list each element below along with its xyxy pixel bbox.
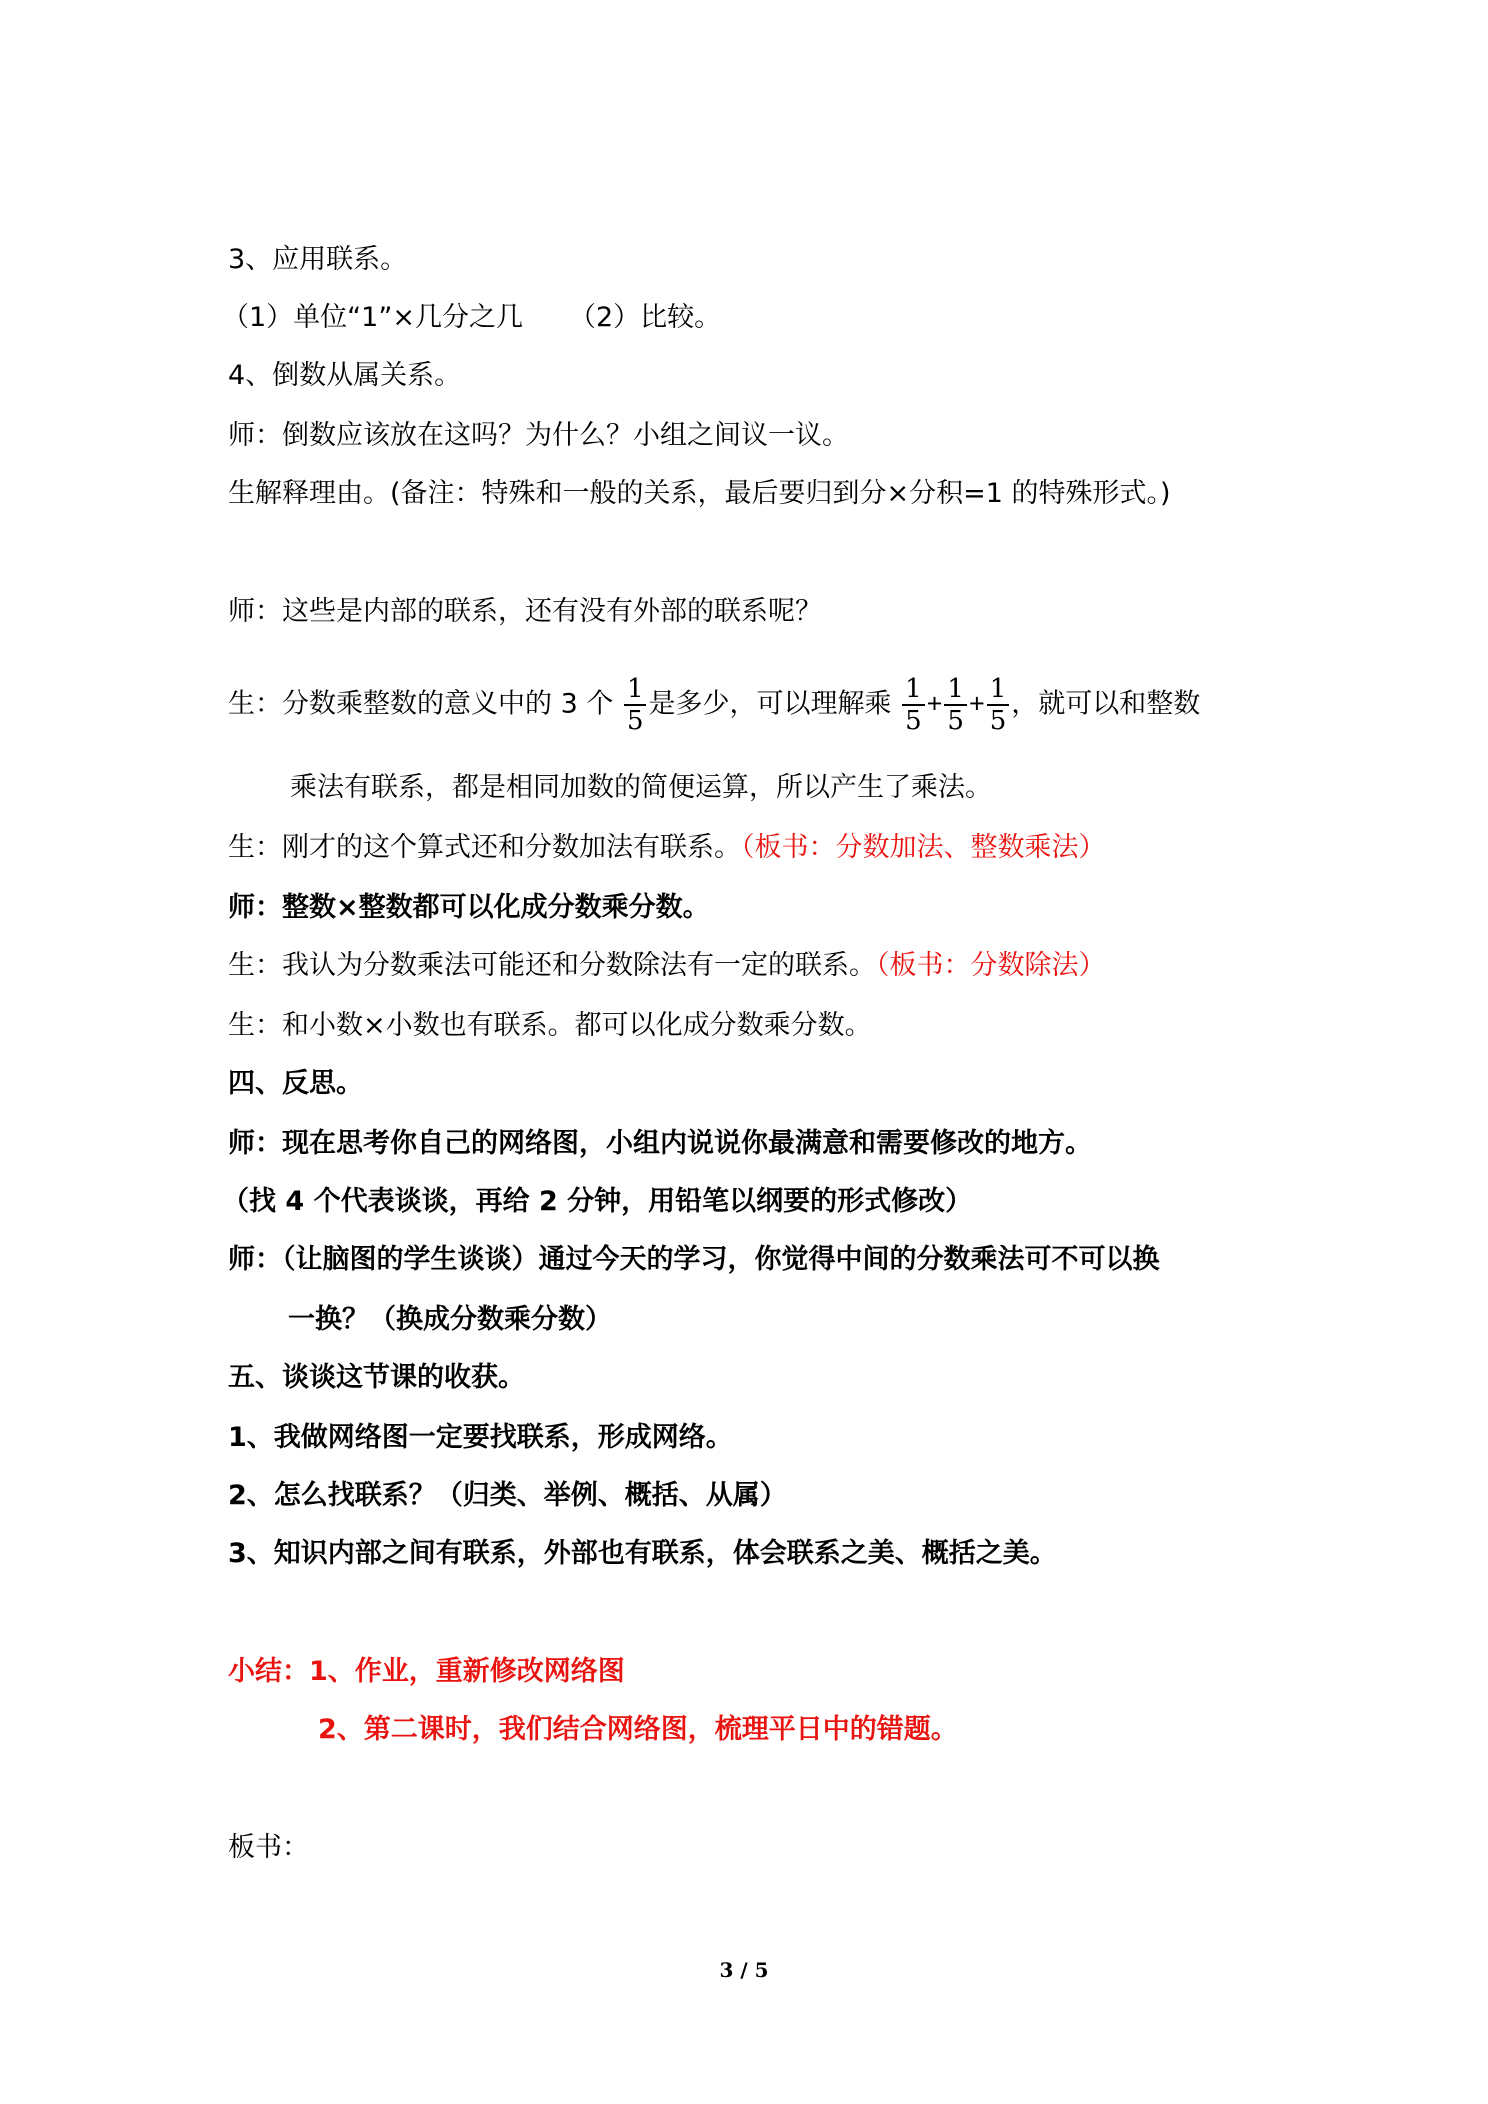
- fraction-denominator: 5: [624, 704, 647, 736]
- student-division-text: 生：我认为分数乘法可能还和分数除法有一定的联系。: [228, 950, 876, 981]
- plus-sign: +: [968, 688, 985, 719]
- student-fraction-text-2: 是多少，可以理解乘: [648, 688, 892, 720]
- student-line-division: [228, 948, 1106, 984]
- board-heading: 板书：: [228, 1832, 309, 1863]
- student-line-decimal: 生：和小数×小数也有联系。都可以化成分数乘分数。: [228, 1010, 872, 1041]
- student-fraction-text-3: ，就可以和整数: [1011, 688, 1201, 720]
- instruction-note: （找 4 个代表谈谈，再给 2 分钟，用铅笔以纲要的形式修改）: [222, 1186, 973, 1217]
- summary-item-1: 1、我做网络图一定要找联系，形成网络。: [228, 1422, 733, 1453]
- teacher-line-5-cont: 一换？（换成分数乘分数）: [288, 1304, 612, 1335]
- teacher-line-5: 师：（让脑图的学生谈谈）通过今天的学习，你觉得中间的分数乘法可不可以换: [228, 1244, 1160, 1275]
- fraction-numerator: 1: [947, 674, 964, 704]
- subitem-unit-one: （1）单位“1”×几分之几: [222, 302, 523, 333]
- student-fraction-text-1: 生：分数乘整数的意义中的 3 个: [228, 688, 614, 720]
- board-note-division: （板书：分数除法）: [876, 950, 1106, 981]
- section-reflection: 四、反思。: [228, 1068, 363, 1099]
- summary-item-3: 3、知识内部之间有联系，外部也有联系，体会联系之美、概括之美。: [228, 1538, 1057, 1569]
- fraction-one-fifth: [624, 674, 647, 736]
- fraction-one-fifth: [987, 674, 1010, 736]
- fraction-numerator: 1: [626, 674, 644, 704]
- conclusion-item-2: 2、第二课时，我们结合网络图，梳理平日中的错题。: [318, 1714, 958, 1745]
- fraction-one-fifth: [902, 674, 925, 736]
- teacher-line-1: 师：倒数应该放在这吗？为什么？小组之间议一议。: [228, 420, 849, 451]
- fraction-denominator: 5: [902, 704, 925, 736]
- page-number: 3 / 5: [719, 1958, 769, 1982]
- fraction-numerator: 1: [989, 674, 1007, 704]
- student-explain-line: 生解释理由。(备注：特殊和一般的关系，最后要归到分×分积=1 的特殊形式。): [228, 478, 1171, 509]
- item-reciprocal: 4、倒数从属关系。: [228, 360, 462, 391]
- teacher-line-2: 师：这些是内部的联系，还有没有外部的联系呢？: [228, 596, 822, 627]
- plus-sign: +: [926, 688, 943, 719]
- student-fraction-line-cont: 乘法有联系，都是相同加数的简便运算，所以产生了乘法。: [290, 772, 992, 803]
- fraction-numerator: 1: [905, 674, 922, 704]
- fraction-denominator: 5: [944, 704, 967, 736]
- section-summary: 五、谈谈这节课的收获。: [228, 1362, 525, 1393]
- fraction-one-fifth: [944, 674, 967, 736]
- fraction-denominator: 5: [987, 704, 1010, 736]
- board-note-addition: （板书：分数加法、整数乘法）: [741, 832, 1106, 863]
- subitem-compare: （2）比较。: [568, 302, 722, 333]
- item-apply-relation: 3、应用联系。: [228, 244, 408, 275]
- student-line-addition: [228, 830, 1106, 866]
- teacher-line-4: 师：现在思考你自己的网络图，小组内说说你最满意和需要修改的地方。: [228, 1128, 1092, 1159]
- teacher-line-3: 师：整数×整数都可以化成分数乘分数。: [228, 892, 710, 923]
- student-addition-text: 生：刚才的这个算式还和分数加法有联系。: [228, 832, 741, 863]
- subitems-line: [222, 300, 721, 336]
- conclusion-item-1: 小结：1、作业，重新修改网络图: [228, 1656, 625, 1687]
- student-fraction-line: [228, 674, 1200, 736]
- summary-item-2: 2、怎么找联系？（归类、举例、概括、从属）: [228, 1480, 787, 1511]
